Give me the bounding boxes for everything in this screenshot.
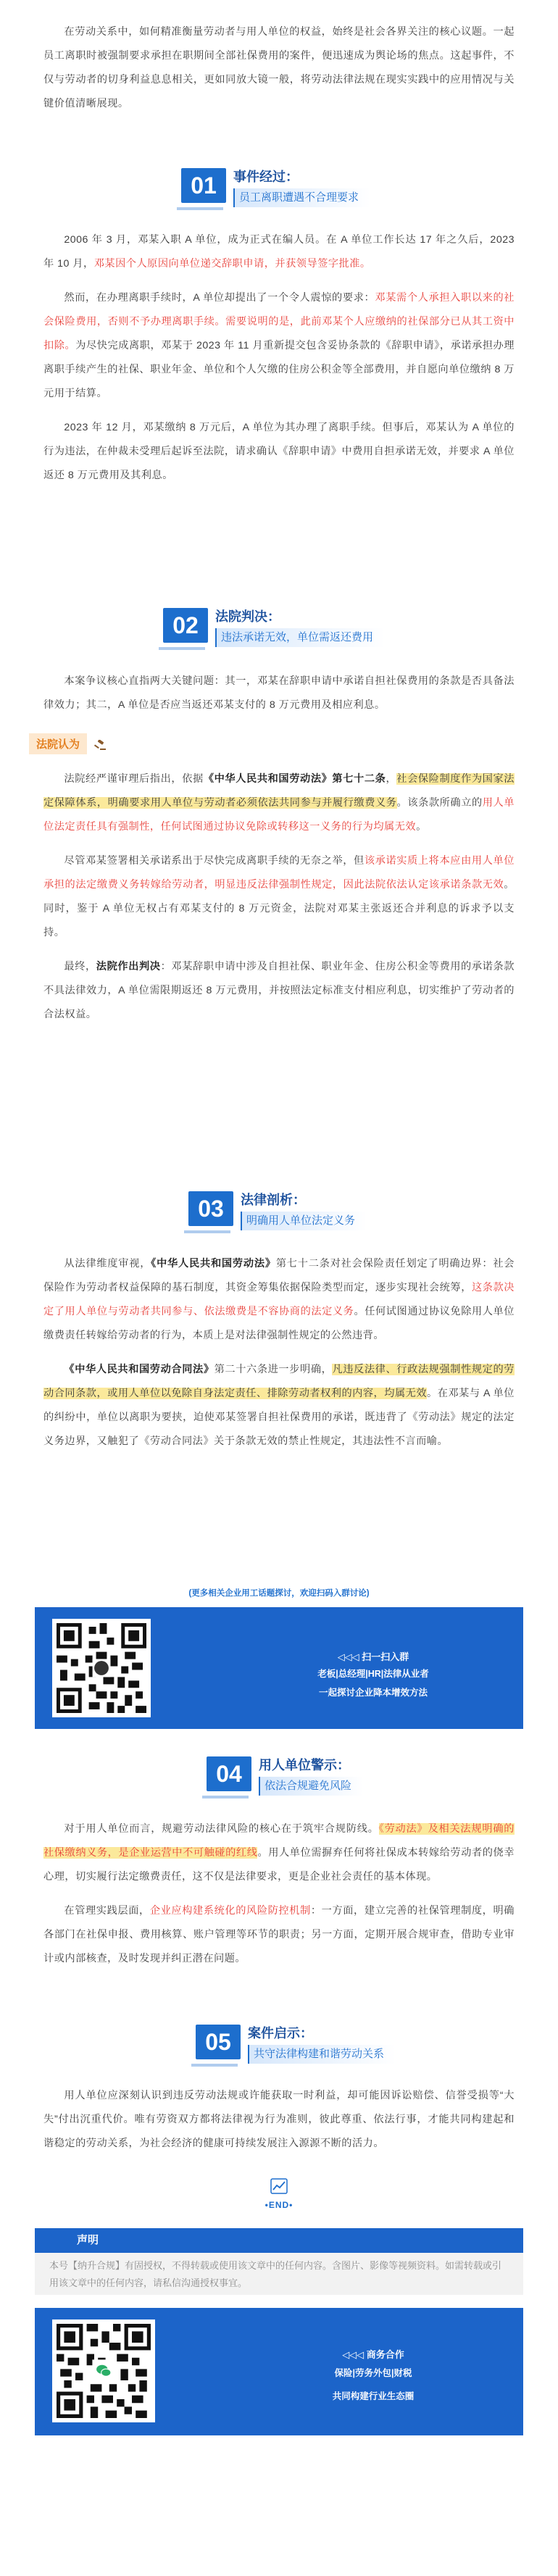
business-line-3: 共同构建行业生态圈 — [332, 2391, 415, 2401]
section-subtitle: 依法合规避免风险 — [259, 1777, 363, 1796]
section-03-body — [43, 1252, 515, 1454]
section-title: 法律剖析： — [241, 1193, 306, 1207]
banner-line-3: 一起探讨企业降本增效方法 — [318, 1688, 428, 1698]
intro-paragraph: 在劳动关系中，如何精准衡量劳动者与用人单位的权益，始终是社会各界关注的核心议题。一起员工离职时被强制要求承担在职期间全部社保费用的案件，便迅速成为舆论场的焦点。这起事件，不仅与劳动者的切身利益息息相关，更如同放大镜一般，将劳动法律法规在现实实践中的应用情况与关键价值清晰展现。 — [43, 26, 515, 109]
section-number: 02 — [163, 608, 208, 643]
section-number: 03 — [188, 1191, 233, 1226]
paragraph: 对于用人单位而言，规避劳动法律风险的核心在于筑牢合规防线。《劳动法》及相关法规明确的社保缴纳义务，是企业运营中不可触碰的红线。用人单位需摒弃任何将社保成本转嫁给劳动者的侥幸心理，切实履行法定缴费责任，这不仅是法律要求，更是企业社会责任的基本体现。 — [43, 1823, 515, 1883]
notice-text: 本号【纳升合规】有固授权，不得转载或使用该文章中的任何内容。含图片、影像等视频资料。如需转载或引用该文章中的任何内容，请私信沟通授权事宜。 — [35, 2253, 523, 2295]
section-05 — [43, 2022, 515, 2075]
section-subtitle: 共守法律构建和谐劳动关系 — [248, 2045, 396, 2064]
paragraph: 最终，法院作出判决：邓某辞职申请中涉及自担社保、职业年金、住房公积金等费用的承诺条款不具法律效力，A 单位需限期返还 8 万元费用，并按照法定标准支付相应利息，切实维护了劳动者的合法权益。 — [43, 961, 515, 1020]
paragraph: 在管理实践层面，企业应构建系统化的风险防控机制：一方面，建立完善的社保管理制度，明确各部门在社保申报、费用核算、账户管理等环节的职责；另一方面，定期开展合规审查，借助专业审计或内部核查，及时发现并纠正潜在问题。 — [43, 1905, 515, 1964]
promo-caption: (更多相关企业用工话题探讨，欢迎扫码入群讨论) — [188, 1589, 370, 1598]
section-04 — [43, 1754, 515, 1807]
section-01 — [43, 165, 515, 219]
paragraph: 法院经严谨审理后指出，依据《中华人民共和国劳动法》第七十二条，社会保险制度作为国家法定保障体系，明确要求用人单位与劳动者必须依法共同参与并履行缴费义务。该条款所确立的用人单位法定责任具有强制性，任何试图通过协议免除或转移这一义务的行为均属无效。 — [43, 773, 515, 833]
paragraph: 本案争议核心直指两大关键问题：其一，邓某在辞职申请中承诺自担社保费用的条款是否具备法律效力；其二，A 单位是否应当返还邓某支付的 8 万元费用及相应利息。 — [43, 675, 515, 711]
section-05-body — [43, 2084, 515, 2156]
chart-icon — [270, 2178, 288, 2194]
section-03 — [43, 1188, 515, 1242]
section-header — [163, 605, 515, 659]
section-header — [188, 1188, 515, 1242]
qr-code-icon[interactable] — [52, 1619, 151, 1717]
section-title: 事件经过： — [233, 170, 299, 184]
section-number: 01 — [181, 168, 226, 203]
gavel-icon — [94, 740, 106, 750]
section-header — [181, 165, 515, 219]
court-opinion-label: 法院认为 — [29, 733, 515, 754]
section-subtitle: 违法承诺无效，单位需返还费用 — [215, 628, 385, 647]
section-title: 用人单位警示： — [259, 1758, 350, 1772]
group-join-banner — [35, 1607, 523, 1729]
section-04-body — [43, 1817, 515, 1971]
section-title: 法院判决： — [215, 609, 280, 624]
end-mark: •END• — [265, 2200, 293, 2210]
paragraph: 《中华人民共和国劳动合同法》第二十六条进一步明确，凡违反法律、行政法规强制性规定的劳动合同条款，或用人单位以免除自身法定责任、排除劳动者权利的内容，均属无效。在邓某与 A 单位的纠纷中，单位以离职为要挟，迫使邓某签署自担社保费用的承诺，既违背了《劳动法》规定的法定义务边界，又触犯了《劳动合同法》关于条款无效的禁止性规定，其违法性不言而喻。 — [43, 1364, 515, 1447]
business-line-2: 保险|劳务外包|财税 — [334, 2368, 412, 2378]
banner-line-1: ◁◁◁ 扫一扫入群 — [337, 1651, 409, 1662]
section-02 — [43, 605, 515, 659]
paragraph: 从法律维度审视，《中华人民共和国劳动法》第七十二条对社会保险责任划定了明确边界：社会保险作为劳动者权益保障的基石制度，其资金筹集依据保险类型而定，逐步实现社会统筹，这条款决定了用人单位与劳动者共同参与、依法缴费是不容协商的法定义务。任何试图通过协议免除用人单位缴费责任转嫁给劳动者的行为，本质上是对法律强制性规定的公然违背。 — [43, 1258, 515, 1341]
intro-block — [43, 20, 515, 116]
section-number: 04 — [207, 1756, 251, 1791]
section-header — [207, 1754, 515, 1807]
wechat-qr-code[interactable] — [52, 2319, 155, 2422]
banner-line-2: 老板|总经理|HR|法律从业者 — [317, 1669, 429, 1679]
section-subtitle: 明确用人单位法定义务 — [241, 1212, 367, 1230]
paragraph: 然而，在办理离职手续时，A 单位却提出了一个令人震惊的要求：邓某需个人承担入职以来的社会保险费用，否则不予办理离职手续。需要说明的是，此前邓某个人应缴纳的社保部分已从其工资中扣除。为尽快完成离职，邓某于 2023 年 11 月重新提交包含妥协条款的《辞职申请》，承诺承担办理离职手续产生的社保、职业年金、单位和个人欠缴的住房公积金等全部费用，并自愿向单位缴纳 8 万元用于结算。 — [43, 292, 515, 399]
notice-title: 声明 — [35, 2228, 523, 2253]
paragraph: 用人单位应深刻认识到违反劳动法规或许能获取一时利益，却可能因诉讼赔偿、信誉受损等“大失”付出沉重代价。唯有劳资双方都将法律视为行为准则，彼此尊重、依法行事，才能共同构建起和谐稳定的劳动关系，为社会经济的健康可持续发展注入源源不断的活力。 — [43, 2090, 515, 2149]
business-line-1: ◁◁◁ 商务合作 — [342, 2349, 404, 2360]
wechat-icon — [96, 2363, 112, 2379]
business-banner — [35, 2308, 523, 2435]
paragraph: 2006 年 3 月，邓某入职 A 单位，成为正式在编人员。在 A 单位工作长达 17 年之久后，2023 年 10 月，邓某因个人原因向单位递交辞职申请，并获领导签字批准。 — [43, 234, 515, 270]
section-02-body — [36, 670, 515, 1027]
section-number: 05 — [196, 2025, 241, 2059]
section-header — [196, 2022, 515, 2075]
section-title: 案件启示： — [248, 2026, 313, 2041]
section-subtitle: 员工离职遭遇不合理要求 — [233, 188, 370, 207]
section-01-body — [43, 228, 515, 488]
paragraph: 尽管邓某签署相关承诺系出于尽快完成离职手续的无奈之举，但该承诺实质上将本应由用人单位承担的法定缴费义务转嫁给劳动者，明显违反法律强制性规定，因此法院依法认定该承诺条款无效。同时，鉴于 A 单位无权占有邓某支付的 8 万元资金，法院对邓某主张返还合并利息的诉求予以支持。 — [43, 855, 515, 938]
paragraph: 2023 年 12 月，邓某缴纳 8 万元后，A 单位为其办理了离职手续。但事后，邓某认为 A 单位的行为违法，在仲裁未受理后起诉至法院，请求确认《辞职申请》中费用自担承诺无效，并要求 A 单位返还 8 万元费用及其利息。 — [43, 422, 515, 481]
